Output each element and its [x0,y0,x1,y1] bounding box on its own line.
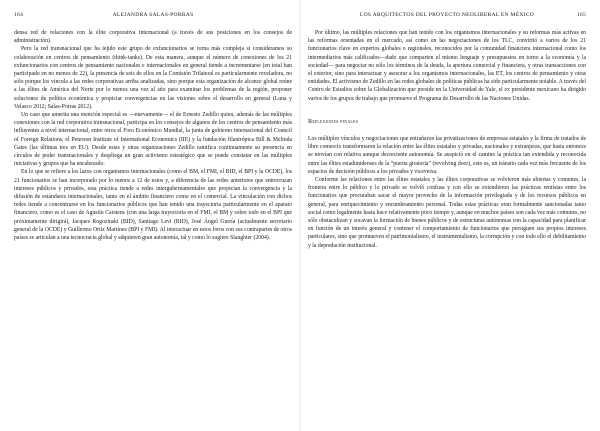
paragraph: densa red de relaciones con la élite corporativa internacional (a través de sus posiciones en los consejos de administración). [14,30,292,45]
paragraph: En lo que se refiere a los lazos con organismos internacionales (como el BM, el FMI, el BID, el BPI y la OCDE), los 21 funcionarios se han incorporado por lo menos a 12 de estos y, a diferencia de las redes anteriores que entrecruzan intereses públicos y privados, esta práctica tiende a redes intergubernamentales que propician la convergencia y la difusión de estándares internacionales, tanto en el ámbito financiero como en el comercial. La vinculación con dichos redes tiende a concentrarse en los funcionarios públicos que han tenido una trayectoria particularmente en el aparato financiero, como es el caso de Agustín Carstens (con una larga trayectoria en el FMI, el BM y sobre todo en el BPI que próximamente dirigirá), Jacques Rogozinski (BID), Santiago Levi (BID), José Ángel Gurría (actualmente secretario general de la OCDE) y Guillermo Ortiz Martínez (BPI y FMI). Al interactuar en estos foros con sus contrapartes de otros países se articulan a una tecnocracia global y adquieren gran autonomía, tal y como lo sugiere Slaughter (2004). [14,169,292,242]
page-number: 165 [576,12,586,18]
gutter-shadow [298,0,302,431]
paragraph: Los múltiples vínculos y negociaciones que entrañaron las privatizaciones de empresas estatales y la firma de tratados de libre comercio transformaron la relación entre las élites estatales y privadas, nacionales y extranjeras, que hasta entonces se movían con relativa aunque decreciente autonomía. Se auspició en el camino la práctica tan extendida y reconocida entre las élites estadunidenses de la “puerta giratoria” (revolving door), esto es, un tránsito cada vez más frecuente de los espacios de decisión públicos a los privados y viceversa. [308,136,586,175]
left-page [14,0,292,431]
section-title: Reflexiones finales [308,117,359,125]
running-head-title: LOS ARQUITECTOS DEL PROYECTO NEOLIBERAL EN MÉXICO [359,12,535,18]
running-head-right [308,12,586,21]
right-page [308,0,586,431]
page-number: 164 [14,12,24,18]
left-body-text [14,29,292,242]
paragraph: Conforme las relaciones entre las élites estatales y las élites corporativas se volvieron más abiertas y comunes, la frontera entre lo público y lo privado se volvió confusa y con ello se extendieron las prácticas rentistas entre los funcionarios que procuraban sacar el mayor provecho de la información privilegiada y de los recursos públicos en general, para enriquecimiento y encumbramiento personal. Todas estas prácticas eran formalmente sancionadas tanto social como legalmente hasta hace relativamente poco tiempo y, aunque en muchos países son cada vez más comunes, no sólo obstaculizan y socavan la formación de bienes públicos y de estructuras autónomas con la capacidad para planificar en función de un interés general y contener el comportamiento de funcionarios que persiguen sus propios intereses particulares, sino que promueven el patrimonialismo, el instrumentalismo, la corrupción y con todo ello el debilitamiento y la depredación institucional. [308,177,586,249]
running-head-left [14,12,292,21]
paragraph: Un caso que amerita una mención especial es —nuevamente— el de Ernesto Zedillo quien, además de las múltiples conexiones con la red corporativa transnacional, participa en los consejos de algunos de los centros de pensamiento más influyentes a nivel internacional, entre otros el Foro Económico Mundial, la junta de gobierno internacional del Council of Foreign Relations, el Peterson Institute of International Economics (IIE) y la fundación filantrópica Bill & Melinda Gates (las últimas tres en EU). Desde estas y otras organizaciones Zedillo ramifica continuamente su presencia en círculos de poder transnacionales y despliega un gran activismo estratégico que se puede constatar en las múltiples iniciativas y grupos que ha encabezado. [14,112,292,168]
right-body-text [308,29,586,250]
running-head-author: ALEJANDRA SALAS-PORRAS [112,12,194,18]
paragraph: Pero la red transnacional que ha tejido este grupo de exfuncionarios se torna más compleja si consideramos su colaboración en centros de pensamiento (think-tanks). De esta manera, aunque el número de conexiones de los 21 exfuncionarios con centros de pensamiento nacionales e internacionales en general tiende a incrementarse (en total han participado en no menos de 22), la presencia de seis de ellos en la Comisión Trilateral es particularmente reveladora, no sólo porque los vincula a las redes corporativas arriba analizadas, sino porque esta organización de alcance global reúne a las élites de América del Norte por lo menos una vez al año para examinar los problemas de la región, proponer soluciones de política económica y propiciar convergencias en las visiones sobre el desarrollo en general (Luna y Velasco 2012; Salas-Porras 2012). [14,46,292,110]
paragraph: Por último, las múltiples relaciones que han tenido con los organismos internacionales y su reformas más activas en las reformas orientadas en el mercado, así como en las negociaciones de los TLC, convirtió a varios de los 21 funcionarios clave en expertos globales o regionales, reconocidos por la comunidad financiera internacional como los intermediarios más calificados—dado que comparten el mismo lenguaje y presupuestos en torno a la economía y la sociedad— para negociar no sólo los términos de la deuda, la apertura comercial y financiera, y otras transacciones con el exterior, sino para interactuar y asesorar a los organismos internacionales, las ET, los centros de pensamiento y otras entidades. El activismo de Zedillo en las redes globales de políticas públicas ha sido particularmente notable. A través del Centro de Estudios sobre la Globalización que preside en la Universidad de Yale, el ex presidente mexicano ha dirigido varios de los grupos de trabajo que promueve el Programa de Desarrollo de las Naciones Unidas. [308,30,586,102]
